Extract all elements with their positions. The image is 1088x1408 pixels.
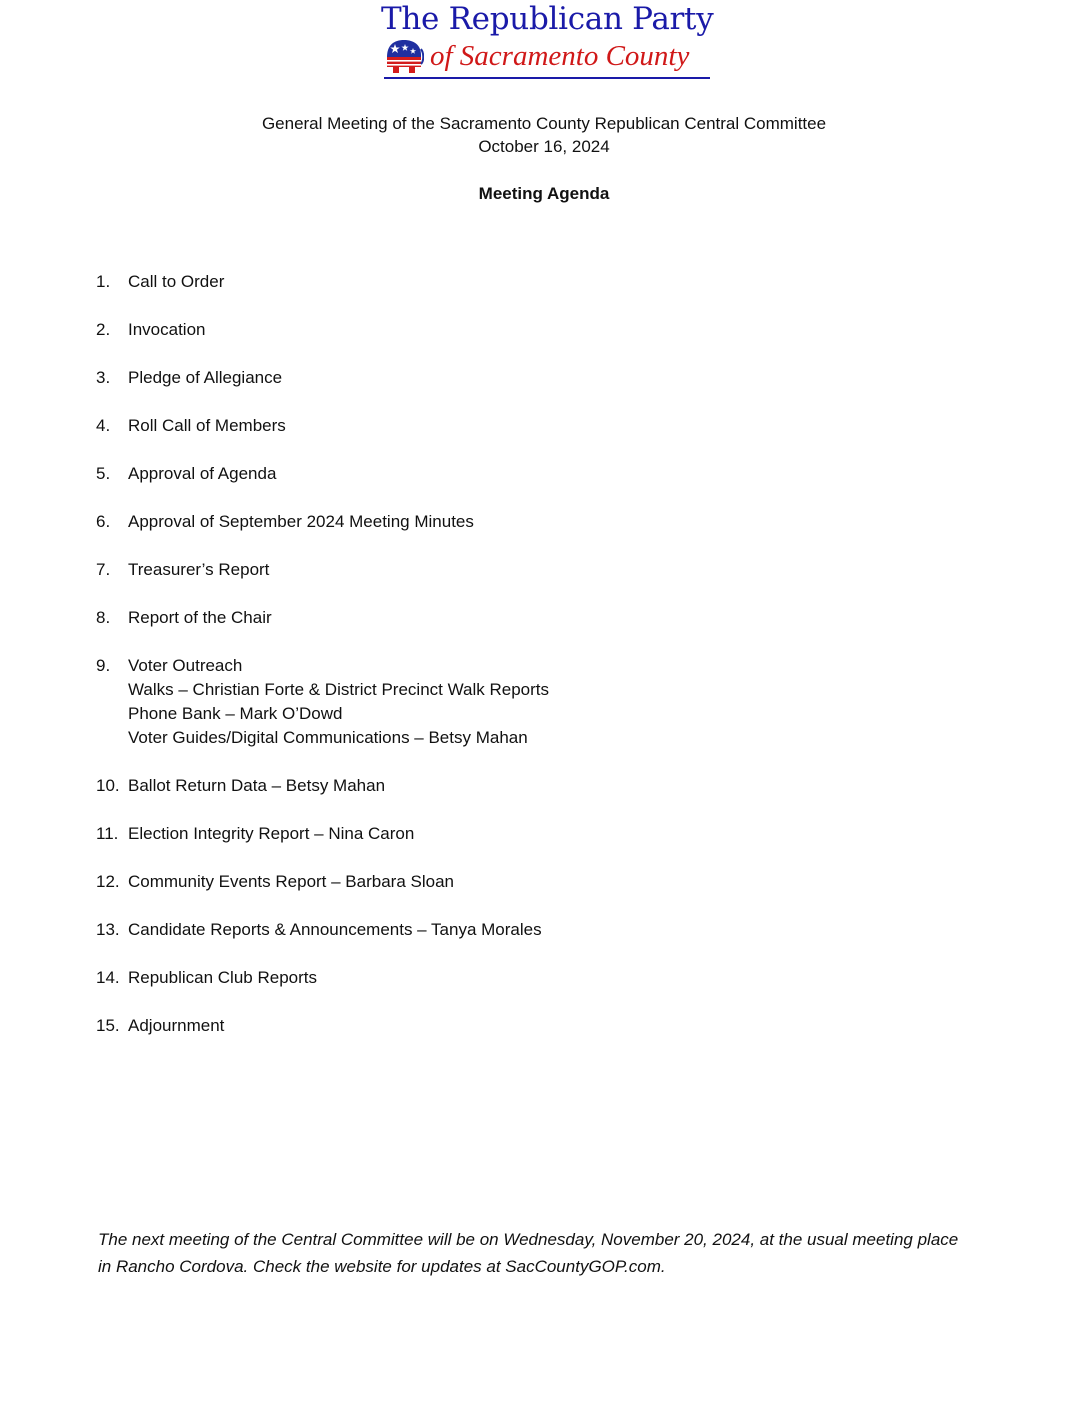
agenda-item-text: Candidate Reports & Announcements – Tanya Morales: [128, 920, 542, 939]
agenda-item-text: Republican Club Reports: [128, 968, 317, 987]
agenda-item-text: Pledge of Allegiance: [128, 368, 283, 387]
agenda-item-number: 5.: [96, 464, 111, 483]
letterhead-title: The Republican Party: [381, 1, 714, 37]
agenda-item-text: Ballot Return Data – Betsy Mahan: [128, 776, 386, 795]
agenda-item-number: 14.: [96, 968, 120, 987]
agenda-item: [96, 918, 996, 942]
agenda-item: [96, 822, 996, 846]
agenda-item: [96, 366, 996, 390]
agenda-title: Meeting Agenda: [478, 184, 610, 203]
agenda-item-text: Community Events Report – Barbara Sloan: [128, 872, 454, 891]
agenda-item-number: 3.: [96, 368, 111, 387]
agenda-subitem: Phone Bank – Mark O’Dowd: [128, 704, 343, 723]
meeting-heading: [0, 112, 1088, 158]
agenda-item-number: 2.: [96, 320, 111, 339]
agenda-item: [96, 654, 996, 750]
agenda-item-number: 13.: [96, 920, 120, 939]
agenda-item-number: 9.: [96, 656, 111, 675]
agenda-item: [96, 606, 996, 630]
agenda-item: [96, 510, 996, 534]
agenda-item-number: 1.: [96, 272, 111, 291]
agenda-item-text: Approval of Agenda: [128, 464, 277, 483]
agenda-item-number: 8.: [96, 608, 111, 627]
elephant-stripe-2: [387, 64, 421, 66]
agenda-item-text: Adjournment: [128, 1016, 225, 1035]
agenda-item: [96, 318, 996, 342]
letterhead-rule: [384, 77, 710, 79]
agenda-item-number: 15.: [96, 1016, 120, 1035]
agenda-item: [96, 870, 996, 894]
agenda-item-text: Treasurer’s Report: [128, 560, 270, 579]
meeting-name: General Meeting of the Sacramento County Republican Central Committee: [261, 114, 827, 133]
agenda-item: [96, 270, 996, 294]
agenda-item-number: 6.: [96, 512, 111, 531]
republican-elephant-icon: [384, 37, 424, 75]
agenda-item-text: Report of the Chair: [128, 608, 272, 627]
agenda-item: [96, 462, 996, 486]
meeting-date: October 16, 2024: [478, 137, 610, 156]
agenda-item-text: Roll Call of Members: [128, 416, 286, 435]
agenda-item: [96, 774, 996, 798]
agenda-item-number: 4.: [96, 416, 111, 435]
agenda-subitem: Walks – Christian Forte & District Precinct Walk Reports: [128, 680, 549, 699]
agenda-item-number: 12.: [96, 872, 120, 891]
agenda-list: [96, 270, 996, 1062]
letterhead: [0, 0, 1088, 82]
agenda-item-number: 11.: [96, 824, 119, 843]
agenda-item-text: Invocation: [128, 320, 206, 339]
next-meeting-note-line-1: The next meeting of the Central Committee will be on Wednesday, November 20, 2024, at the usual meeting place: [98, 1230, 959, 1249]
elephant-stripe-1: [387, 60, 421, 62]
next-meeting-note-line-2: in Rancho Cordova. Check the website for updates at SacCountyGOP.com.: [98, 1257, 666, 1276]
agenda-subitem: Voter Guides/Digital Communications – Betsy Mahan: [128, 728, 528, 747]
agenda-item: [96, 558, 996, 582]
agenda-item: [96, 414, 996, 438]
next-meeting-note: [98, 1226, 1018, 1280]
agenda-item-text: Voter Outreach: [128, 656, 243, 675]
agenda-item: [96, 1014, 996, 1038]
agenda-item-number: 10.: [96, 776, 120, 795]
agenda-item: [96, 966, 996, 990]
agenda-item-number: 7.: [96, 560, 111, 579]
agenda-item-text: Election Integrity Report – Nina Caron: [128, 824, 415, 843]
agenda-item-text: Approval of September 2024 Meeting Minutes: [128, 512, 474, 531]
agenda-item-text: Call to Order: [128, 272, 225, 291]
letterhead-subtitle: of Sacramento County: [430, 40, 690, 72]
